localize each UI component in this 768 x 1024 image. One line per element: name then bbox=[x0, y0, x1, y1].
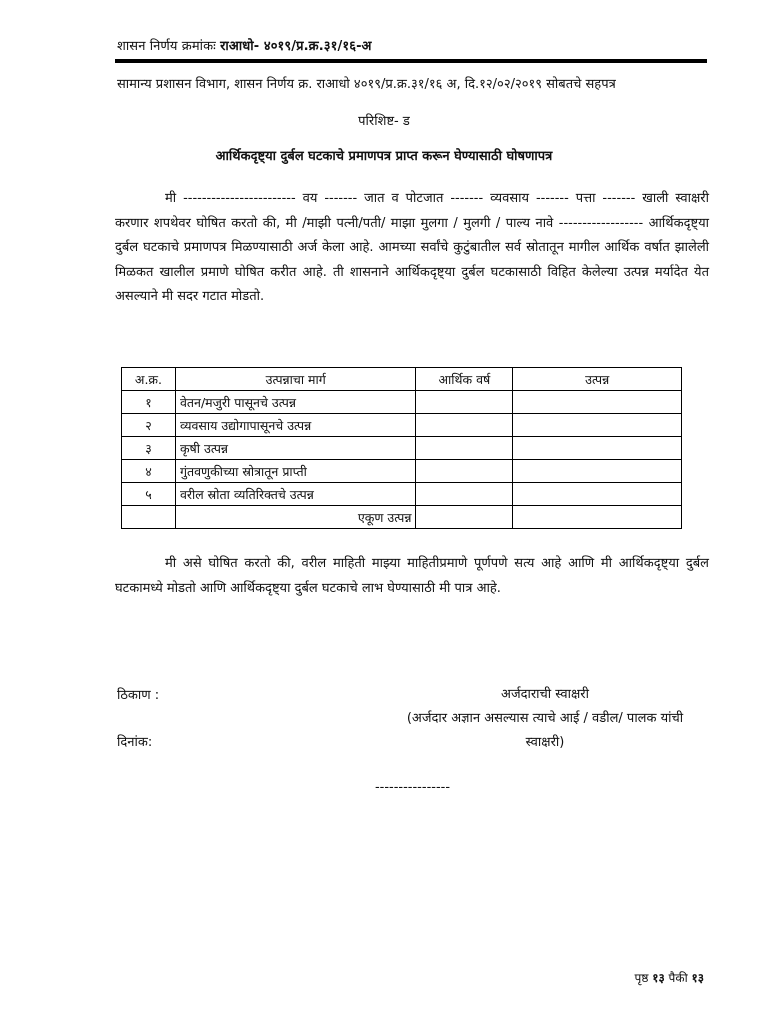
col-header-income: उत्पन्न bbox=[513, 368, 682, 391]
table-row bbox=[122, 483, 682, 506]
row-year-cell bbox=[416, 414, 513, 437]
affirmation-paragraph bbox=[115, 552, 709, 601]
table-header-row bbox=[122, 368, 682, 391]
declaration-text: मी ------------------------ वय ------- जात व पोटजात ------- व्यवसाय ------- पत्ता ------- खाली स्वाक्षरी करणार शपथेवर घोषित करतो की, मी /माझी पत्नी/पती/ माझा मुलगा / मुलगी / पाल्य नावे ------------------ आर्थिकदृष्ट्या दुर्बल घटकाचे प्रमाणपत्र मिळण्यासाठी अर्ज केला आहे. आमच्या सर्वांचे कुटुंबातील सर्व स्रोतातून मागील आर्थिक वर्षात झालेली मिळकत खालील प्रमाणे घोषित करीत आहे. ती शासनाने आर्थिकदृष्ट्या दुर्बल घटकासाठी विहित केलेल्या उत्पन्न मर्यादेत येत असल्याने मी सदर गटात मोडतो. bbox=[115, 191, 709, 304]
income-table bbox=[121, 367, 682, 529]
table-row bbox=[122, 391, 682, 414]
row-income-cell bbox=[513, 414, 682, 437]
row-serial: ३ bbox=[122, 437, 176, 460]
table-row bbox=[122, 460, 682, 483]
separator-line: ---------------- bbox=[374, 780, 451, 795]
header-prefix: शासन निर्णय क्रमांकः bbox=[117, 39, 216, 54]
header-number: राआधो- ४०१९/प्र.क्र.३१/१६-अ bbox=[220, 39, 372, 54]
affirmation-text: मी असे घोषित करतो की, वरील माहिती माझ्या माहितीप्रमाणे पूर्णपणे सत्य आहे आणि मी आर्थिकदृष्ट्या दुर्बल घटकामध्ये मोडतो आणि आर्थिकदृष्ट्या दुर्बल घटकाचे लाभ घेण्यासाठी मी पात्र आहे. bbox=[115, 556, 709, 596]
row-year-cell bbox=[416, 483, 513, 506]
row-income-cell bbox=[513, 391, 682, 414]
page-current: १३ bbox=[652, 971, 665, 985]
declaration-paragraph bbox=[115, 187, 709, 310]
col-header-year: आर्थिक वर्ष bbox=[416, 368, 513, 391]
row-year-cell bbox=[416, 437, 513, 460]
col-header-serial: अ.क्र. bbox=[122, 368, 176, 391]
annex-label: परिशिष्ट- ड bbox=[358, 114, 410, 129]
row-serial: ५ bbox=[122, 483, 176, 506]
row-source: गुंतवणुकीच्या स्रोत्रातून प्राप्ती bbox=[175, 460, 416, 483]
row-serial: ४ bbox=[122, 460, 176, 483]
reference-line: सामान्य प्रशासन विभाग, शासन निर्णय क्र. राआधो ४०१९/प्र.क्र.३१/१६ अ, दि.१२/०२/२०१९ सोबतचे सहपत्र bbox=[117, 77, 616, 92]
row-source: वेतन/मजुरी पासूनचे उत्पन्न bbox=[175, 391, 416, 414]
row-source: व्यवसाय उद्योगापासूनचे उत्पन्न bbox=[175, 414, 416, 437]
row-serial: १ bbox=[122, 391, 176, 414]
place-label: ठिकाण : bbox=[117, 688, 160, 703]
page-number bbox=[635, 969, 704, 986]
page-total: १३ bbox=[691, 971, 704, 985]
row-source: वरील स्रोता व्यतिरिक्तचे उत्पन्न bbox=[175, 483, 416, 506]
table-row bbox=[122, 437, 682, 460]
total-year-cell bbox=[416, 506, 513, 529]
row-source: कृषी उत्पन्न bbox=[175, 437, 416, 460]
total-empty-cell bbox=[122, 506, 176, 529]
table-total-row bbox=[122, 506, 682, 529]
row-year-cell bbox=[416, 391, 513, 414]
signature-title: अर्जदाराची स्वाक्षरी bbox=[501, 687, 589, 702]
signature-block bbox=[400, 683, 690, 755]
page-of: पैकी bbox=[668, 971, 688, 985]
total-label: एकूण उत्पन्न bbox=[175, 506, 416, 529]
row-income-cell bbox=[513, 483, 682, 506]
page-prefix: पृष्ठ bbox=[634, 971, 649, 985]
col-header-source: उत्पन्नाचा मार्ग bbox=[175, 368, 416, 391]
date-label: दिनांक: bbox=[117, 735, 153, 750]
table-row bbox=[122, 414, 682, 437]
row-serial: २ bbox=[122, 414, 176, 437]
header-reference bbox=[117, 36, 372, 54]
row-year-cell bbox=[416, 460, 513, 483]
signature-note: (अर्जदार अज्ञान असल्यास त्याचे आई / वडील/ पालक यांची स्वाक्षरी) bbox=[406, 711, 684, 750]
total-income-cell bbox=[513, 506, 682, 529]
row-income-cell bbox=[513, 460, 682, 483]
row-income-cell bbox=[513, 437, 682, 460]
document-title: आर्थिकदृष्ट्या दुर्बल घटकाचे प्रमाणपत्र प्राप्त करून घेण्यासाठी घोषणापत्र bbox=[215, 149, 553, 164]
header-divider bbox=[115, 59, 707, 63]
